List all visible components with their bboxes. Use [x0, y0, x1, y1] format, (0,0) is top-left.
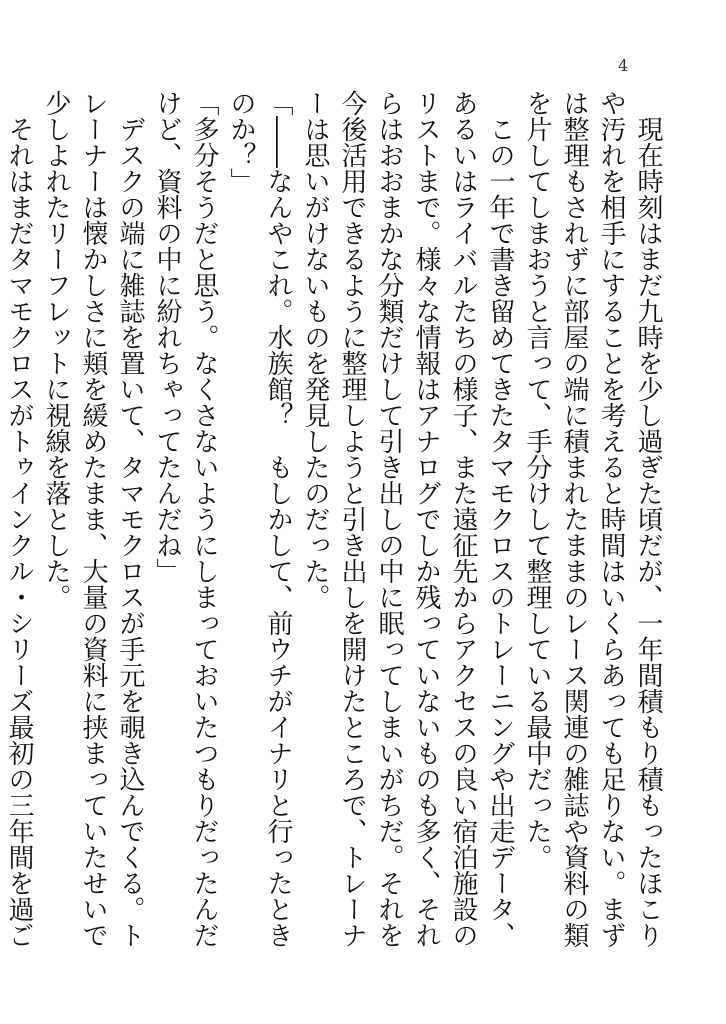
paragraph-3-dialogue: 「――なんやこれ。水族館？ もしかして、前ウチがイナリと行ったときのか？」 [226, 90, 293, 948]
paragraph-6: それはまだタマモクロスがトゥインクル・シリーズ最初の三年間を過ご [4, 116, 34, 948]
paragraph-4-dialogue: 「多分そうだと思う。なくさないようにしまっておいたつもりだったんだけど、資料の中に紛れちゃってたんだね」 [152, 90, 219, 948]
paragraph-1: 現在時刻はまだ九時を少し過ぎた頃だが、一年間積もり積もったほこりや汚れを相手にすることを考えると時間はいくらあっても足りない。まずは整理もされずに部屋の端に積まれたままのレース関連の雑誌や資料の類を片してしまおうと言って、手分けして整理している最中だった。 [522, 90, 663, 948]
paragraph-2: この一年で書き留めてきたタマモクロスのトレーニングや出走データ、あるいはライバルたちの様子、また遠征先からアクセスの良い宿泊施設のリストまで。様々な情報はアナログでしか残っていないものも多く、それらはおおまかな分類だけして引き出しの中に眠ってしまいがちだ。それを今後活用できるように整理しようと引き出しを開けたところで、トレーナーは思いがけないものを発見したのだった。 [300, 90, 515, 948]
vertical-text-body [0, 90, 666, 960]
page-number: 4 [618, 56, 629, 75]
paragraph-5: デスクの端に雑誌を置いて、タマモクロスが手元を覗き込んでくる。トレーナーは懐かしさに頬を緩めたまま、大量の資料に挟まっていたせいで少しよれたリーフレットに視線を落とした。 [41, 90, 145, 948]
